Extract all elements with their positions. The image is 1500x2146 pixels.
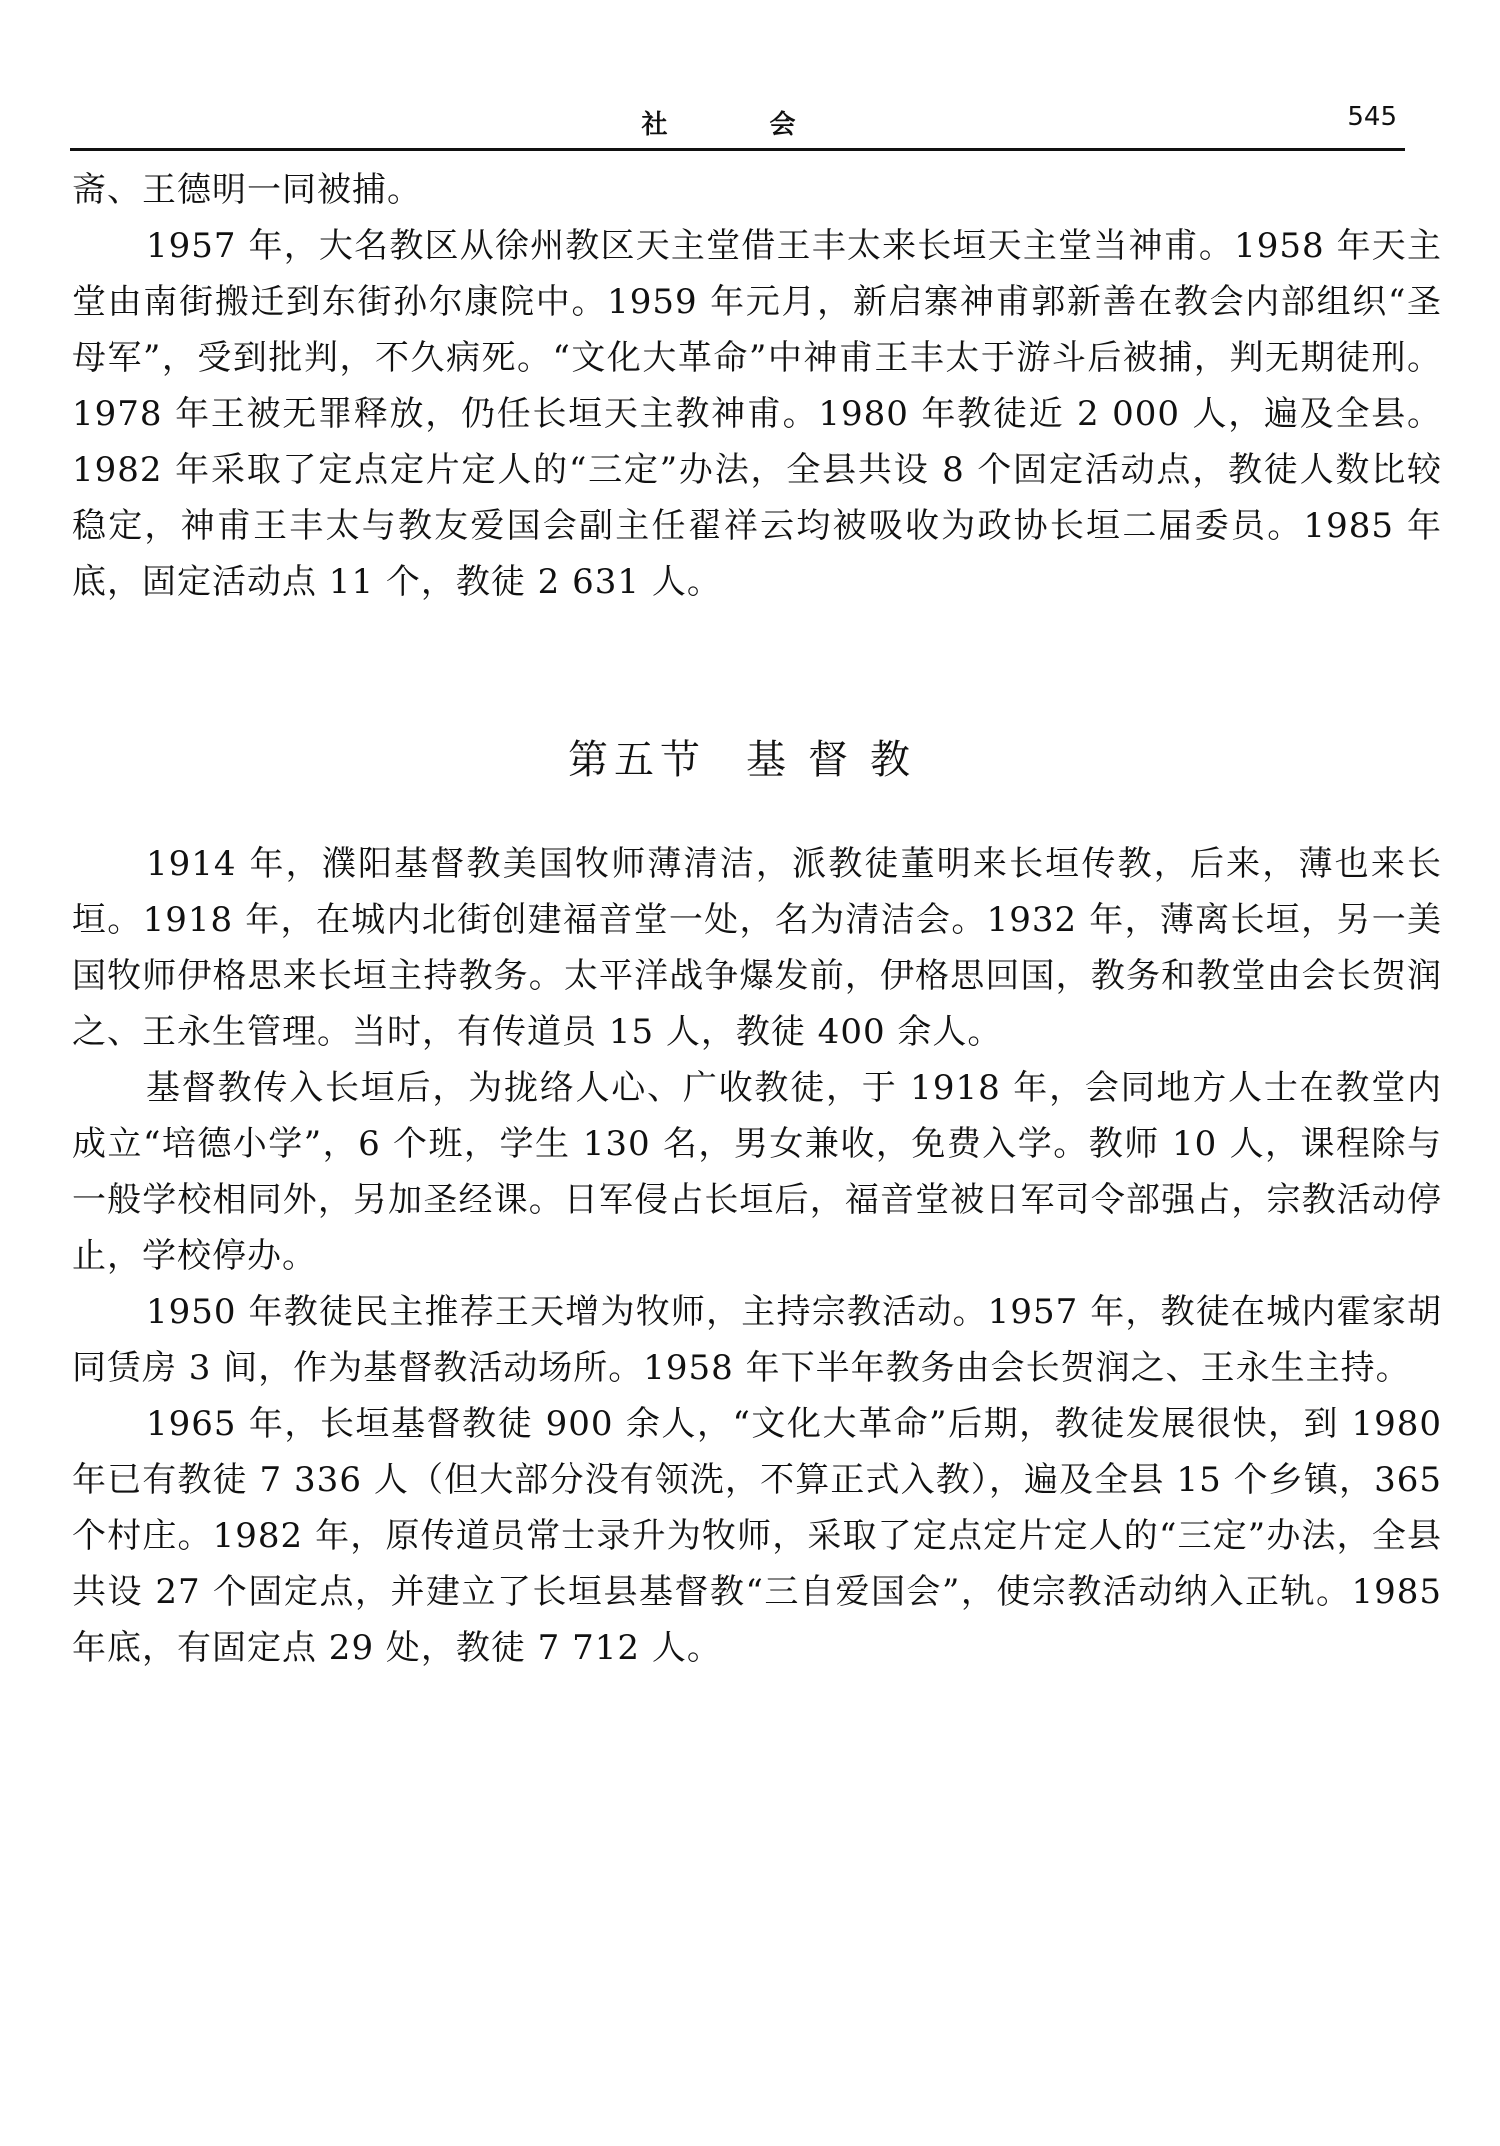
page-header [70,96,1405,151]
section-heading [0,728,1500,785]
top-text-block [72,162,1442,610]
paragraph: 基督教传入长垣后，为拢络人心、广收教徒，于 1918 年，会同地方人士在教堂内成立“培德小学”，6 个班，学生 130 名，男女兼收，免费入学。教师 10 人，课程除与一般学校相同外，另加圣经课。日军侵占长垣后，福音堂被日军司令部强占，宗教活动停止，学校停办。 [72,1068,1442,1276]
continuation-line: 斋、王德明一同被捕。 [72,170,422,210]
section-number: 第五节 [568,737,706,783]
paragraph: 1950 年教徒民主推荐王天增为牧师，主持宗教活动。1957 年，教徒在城内霍家胡同赁房 3 间，作为基督教活动场所。1958 年下半年教务由会长贺润之、王永生主持。 [72,1292,1442,1388]
christianity-text-block [72,836,1442,1676]
running-head: 社 会 [641,110,834,140]
page-number: 545 [1347,102,1397,132]
paragraph: 1965 年，长垣基督教徒 900 余人，“文化大革命”后期，教徒发展很快，到 1980 年已有教徒 7 336 人（但大部分没有领洗，不算正式入教），遍及全县 15 个乡镇，365 个村庄。1982 年，原传道员常士录升为牧师，采取了定点定片定人的“三定”办法，全县共设 27 个固定点，并建立了长垣县基督教“三自爱国会”，使宗教活动纳入正轨。1985 年底，有固定点 29 处，教徒 7 712 人。 [72,1404,1442,1668]
catholic-paragraph: 1957 年，大名教区从徐州教区天主堂借王丰太来长垣天主堂当神甫。1958 年天主堂由南街搬迁到东街孙尔康院中。1959 年元月，新启寨神甫郭新善在教会内部组织“圣母军”，受到批判，不久病死。“文化大革命”中神甫王丰太于游斗后被捕，判无期徒刑。1978 年王被无罪释放，仍任长垣天主教神甫。1980 年教徒近 2 000 人，遍及全县。1982 年采取了定点定片定人的“三定”办法，全县共设 8 个固定活动点，教徒人数比较稳定，神甫王丰太与教友爱国会副主任翟祥云均被吸收为政协长垣二届委员。1985 年底，固定活动点 11 个，教徒 2 631 人。 [72,226,1442,602]
paragraph: 1914 年，濮阳基督教美国牧师薄清洁，派教徒董明来长垣传教，后来，薄也来长垣。1918 年，在城内北街创建福音堂一处，名为清洁会。1932 年，薄离长垣，另一美国牧师伊格思来长垣主持教务。太平洋战争爆发前，伊格思回国，教务和教堂由会长贺润之、王永生管理。当时，有传道员 15 人，教徒 400 余人。 [72,844,1442,1052]
section-name: 基督教 [746,737,932,783]
